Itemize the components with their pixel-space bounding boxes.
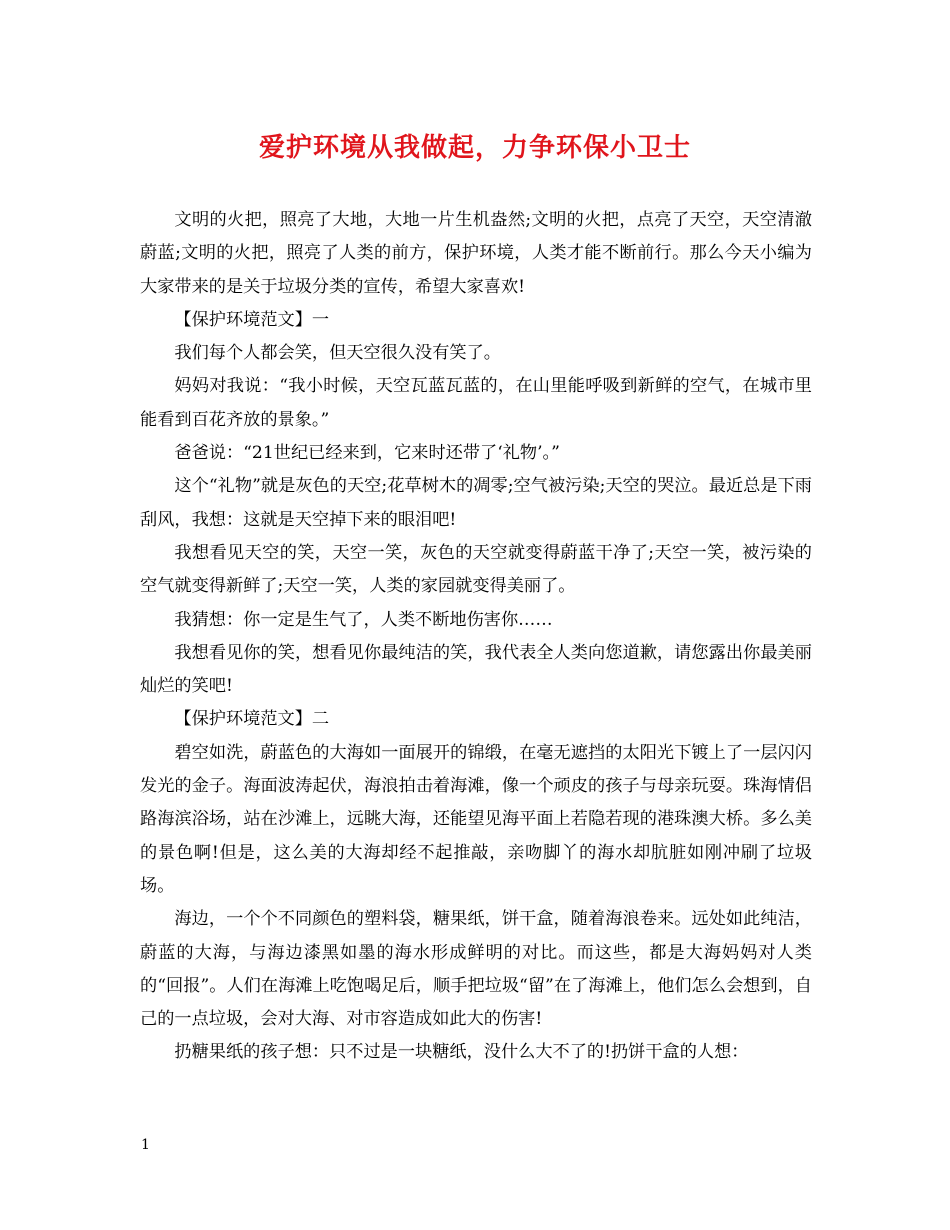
- paragraph: 碧空如洗，蔚蓝色的大海如一面展开的锦缎，在毫无遮挡的太阳光下镀上了一层闪闪发光的金子。海面波涛起伏，海浪拍击着海滩，像一个顽皮的孩子与母亲玩耍。珠海情侣路海滨浴场，站在沙滩上，远眺大海，还能望见海平面上若隐若现的港珠澳大桥。多么美的景色啊!但是，这么美的大海却经不起推敲，亲吻脚丫的海水却肮脏如刚冲刷了垃圾场。: [140, 742, 812, 896]
- page-title: 爱护环境从我做起，力争环保小卫士: [258, 133, 691, 163]
- paragraph: 海边，一个个不同颜色的塑料袋，糖果纸，饼干盒，随着海浪卷来。远处如此纯洁，蔚蓝的大海，与海边漆黑如墨的海水形成鲜明的对比。而这些，都是大海妈妈对人类的“回报”。人们在海滩上吃饱喝足后，顺手把垃圾“留”在了海滩上，他们怎么会想到，自己的一点垃圾，会对大海、对市容造成如此大的伤害!: [140, 909, 812, 1030]
- paragraph: 我想看见你的笑，想看见你最纯洁的笑，我代表全人类向您道歉，请您露出你最美丽灿烂的笑吧!: [140, 642, 812, 697]
- page-number: 1: [141, 1137, 150, 1153]
- paragraph: 爸爸说：“21世纪已经来到，它来时还带了‘礼物’。”: [174, 443, 560, 464]
- paragraph: 我猜想：你一定是生气了，人类不断地伤害你……: [174, 609, 553, 630]
- paragraph: 扔糖果纸的孩子想：只不过是一块糖纸，没什么大不了的!扔饼干盒的人想：: [174, 1042, 749, 1063]
- paragraph: 妈妈对我说：“我小时候，天空瓦蓝瓦蓝的，在山里能呼吸到新鲜的空气，在城市里能看到百花齐放的景象。”: [140, 376, 812, 430]
- document-body: [140, 204, 812, 1070]
- section-heading-2: 【保护环境范文】二: [174, 709, 330, 730]
- section-heading-1: 【保护环境范文】一: [174, 309, 330, 330]
- paragraph: 这个“礼物”就是灰色的天空;花草树木的凋零;空气被污染;天空的哭泣。最近总是下雨刮风，我想：这就是天空掉下来的眼泪吧!: [140, 476, 812, 530]
- paragraph: 我们每个人都会笑，但天空很久没有笑了。: [174, 343, 501, 364]
- paragraph-intro: 文明的火把，照亮了大地，大地一片生机盎然;文明的火把，点亮了天空，天空清澈蔚蓝;文明的火把，照亮了人类的前方，保护环境，人类才能不断前行。那么今天小编为大家带来的是关于垃圾分类的宣传，希望大家喜欢!: [140, 210, 812, 297]
- paragraph: 我想看见天空的笑，天空一笑，灰色的天空就变得蔚蓝干净了;天空一笑，被污染的空气就变得新鲜了;天空一笑，人类的家园就变得美丽了。: [140, 542, 812, 597]
